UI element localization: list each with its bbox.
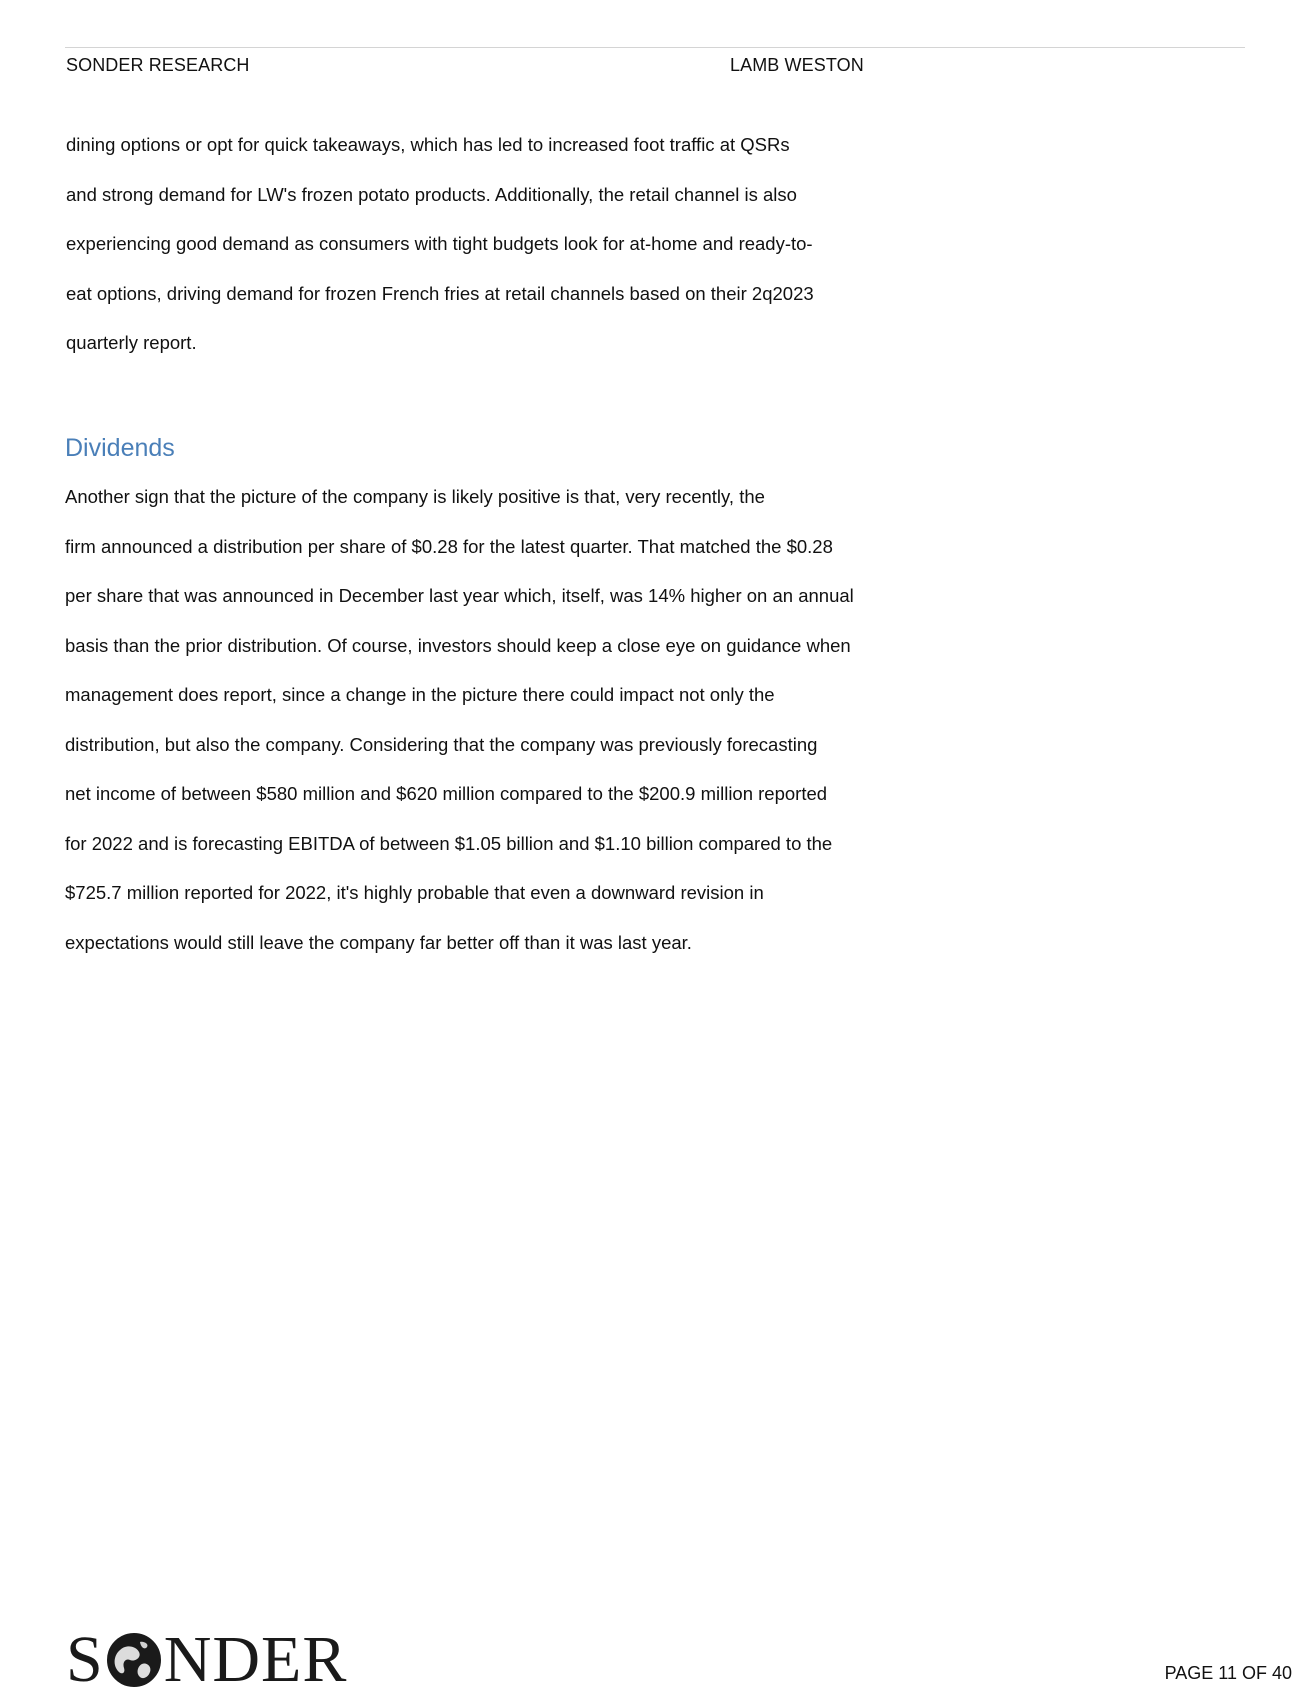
dividends-paragraph bbox=[65, 472, 865, 967]
dividends-line: expectations would still leave the company far better off than it was last year. bbox=[65, 931, 692, 953]
dividends-line: per share that was announced in December last year which, itself, was 14% higher on an annual bbox=[65, 585, 854, 606]
header-publisher: SONDER RESEARCH bbox=[66, 55, 250, 75]
header-company: LAMB WESTON bbox=[730, 55, 864, 75]
dividends-line: firm announced a distribution per share of $0.28 for the latest quarter. That matched the $0.28 bbox=[65, 535, 833, 557]
intro-line: eat options, driving demand for frozen French fries at retail channels based on their 2q2023 bbox=[66, 282, 814, 304]
dividends-line: management does report, since a change in the picture there could impact not only the bbox=[65, 684, 775, 705]
dividends-line: distribution, but also the company. Considering that the company was previously forecasting bbox=[65, 733, 818, 755]
intro-line: quarterly report. bbox=[66, 332, 197, 353]
dividends-line: net income of between $580 million and $620 million compared to the $200.9 million reported bbox=[65, 783, 828, 804]
dividends-line: Another sign that the picture of the company is likely positive is that, very recently, the bbox=[65, 486, 765, 507]
intro-line: and strong demand for LW's frozen potato products. Additionally, the retail channel is also bbox=[66, 183, 797, 205]
sonder-logo bbox=[66, 1623, 348, 1696]
dividends-line: for 2022 and is forecasting EBITDA of between $1.05 billion and $1.10 billion compared to the bbox=[65, 832, 833, 854]
logo-letter-s: S bbox=[66, 1623, 104, 1696]
header-rule bbox=[65, 47, 1245, 48]
dividends-heading: Dividends bbox=[65, 434, 175, 462]
logo-letters-nder: NDER bbox=[163, 1623, 348, 1696]
globe-icon bbox=[106, 1632, 162, 1688]
intro-line: experiencing good demand as consumers with tight budgets look for at-home and ready-to- bbox=[66, 233, 813, 254]
dividends-line: basis than the prior distribution. Of course, investors should keep a close eye on guidance when bbox=[65, 634, 851, 656]
dividends-line: $725.7 million reported for 2022, it's highly probable that even a downward revision in bbox=[65, 882, 764, 903]
page-number: PAGE 11 OF 40 bbox=[1164, 1663, 1292, 1683]
intro-line: dining options or opt for quick takeaways, which has led to increased foot traffic at QSRs bbox=[66, 134, 790, 155]
intro-paragraph bbox=[66, 120, 866, 368]
